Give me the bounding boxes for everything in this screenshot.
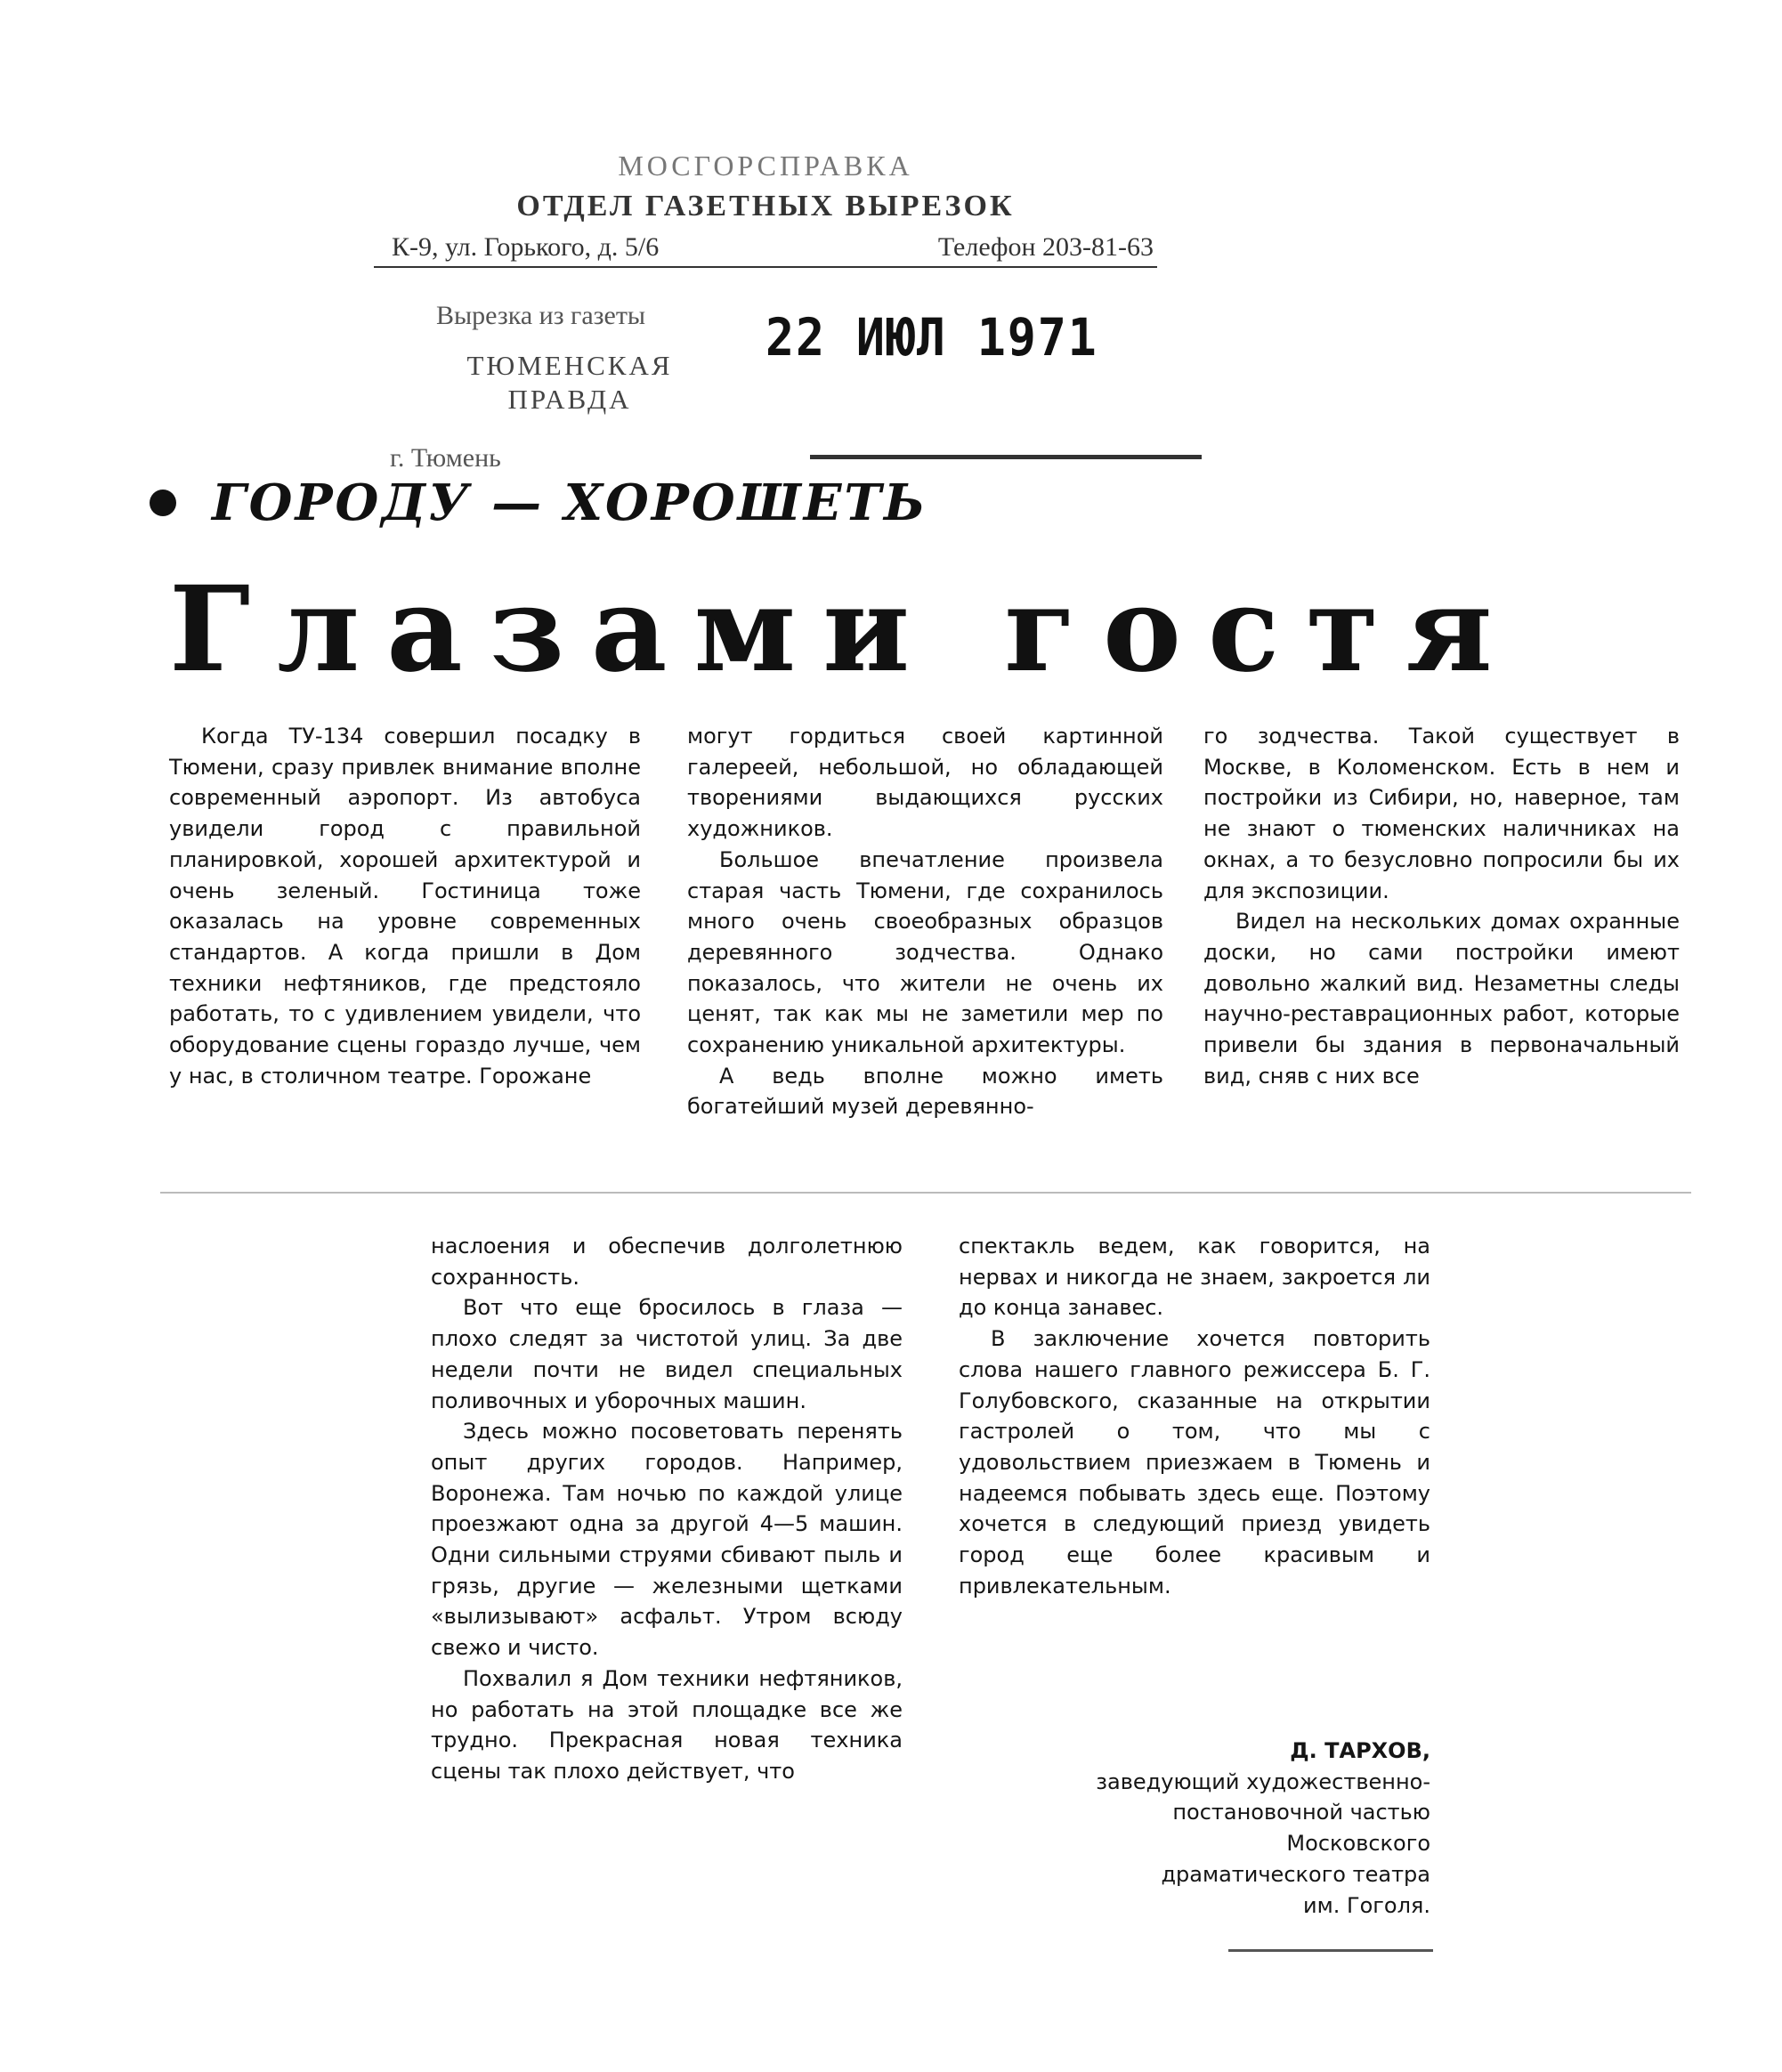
source-label: Вырезка из газеты — [436, 301, 646, 330]
date-stamp: 22 ИЮЛ 1971 — [765, 307, 1098, 368]
paragraph: В заключение хочется повторить слова нашего главного режиссера Б. Г. Голубовского, сказанные на открытии гастролей о том, что мы с удовольствием приезжаем в Тюмень и надеемся побывать здесь еще. Поэтому хочется в следующий приезд увидеть город еще более красивым и привлекательным. — [959, 1326, 1430, 1599]
author-title-line: Московского — [1286, 1831, 1430, 1857]
paragraph: спектакль ведем, как говорится, на нервах и никогда не знаем, закроется ли до конца занавес. — [959, 1234, 1430, 1321]
stamp-contacts — [374, 232, 1157, 268]
divider-rule — [810, 455, 1202, 459]
paragraph: го зодчества. Такой существует в Москве, в Коломенском. Есть в нем и постройки из Сибири, но, наверное, там не знают о тюменских наличниках на окнах, а то безусловно попросили бы их для экспозиции. — [1203, 724, 1680, 903]
author-title-line: заведующий художественно- — [1096, 1768, 1430, 1794]
stamp-org: МОСГОРСПРАВКА — [618, 150, 913, 182]
rubric-title: ГОРОДУ — ХОРОШЕТЬ — [212, 473, 928, 532]
article-column-5 — [959, 1231, 1430, 1601]
divider-rule — [1228, 1949, 1433, 1952]
article-column-2 — [687, 721, 1163, 1122]
author-title-line: драматического театра — [1161, 1861, 1430, 1887]
article-column-1 — [169, 721, 641, 1091]
source-city: г. Тюмень — [390, 443, 501, 473]
paragraph: Когда ТУ-134 совершил посадку в Тюмени, сразу привлек внимание вполне современный аэропорт. Из автобуса увидели город с правильной планировкой, хорошей архитектурой и очень зеленый. Гостиница тоже оказалась на уровне современных стандартов. А когда пришли в Дом техники нефтяников, где предстояло работать, то с удивлением увидели, что оборудование сцены гораздо лучше, чем у нас, в столичном театре. Горожане — [169, 724, 641, 1089]
author-signature — [959, 1736, 1430, 1921]
author-title-line: постановочной частью — [1172, 1800, 1430, 1825]
author-title-line: им. Гоголя. — [1303, 1892, 1430, 1918]
bullet-icon — [150, 490, 176, 516]
author-name: Д. ТАРХОВ, — [1290, 1738, 1430, 1763]
paragraph: Похвалил я Дом техники нефтяников, но работать на этой площадке все же трудно. Прекрасная новая техника сцены так плохо действует, что — [431, 1665, 903, 1784]
stamp-phone: Телефон 203-81-63 — [937, 232, 1154, 262]
stamp-address: К-9, ул. Горького, д. 5/6 — [392, 232, 660, 262]
stamp-department: ОТДЕЛ ГАЗЕТНЫХ ВЫРЕЗОК — [516, 190, 1015, 223]
paragraph: Видел на нескольких домах охранные доски, но сами постройки имеют довольно жалкий вид. Незаметны следы научно-реставрационных работ, которые привели бы здания в первоначальный вид, сняв с них все — [1203, 909, 1680, 1089]
rubric — [150, 473, 927, 532]
paragraph: А ведь вполне можно иметь богатейший музей деревянно- — [687, 1063, 1163, 1120]
article-column-3 — [1203, 721, 1680, 1091]
paragraph: Вот что еще бросилось в глаза — плохо следят за чистотой улиц. За две недели почти не видел специальных поливочных и уборочных машин. — [431, 1295, 903, 1413]
clipping-cut-line — [160, 1192, 1691, 1194]
newspaper-name: ТЮМЕНСКАЯ ПРАВДА — [466, 350, 673, 415]
article-headline: Глазами гостя — [169, 561, 1519, 699]
paragraph: могут гордиться своей картинной галереей, небольшой, но обладающей творениями выдающихся русских художников. — [687, 724, 1163, 842]
paragraph: наслоения и обеспечив долголетнюю сохранность. — [431, 1234, 903, 1290]
paragraph: Здесь можно посоветовать перенять опыт других городов. Например, Воронежа. Там ночью по каждой улице проезжают одна за другой 4—5 машин. Одни сильными струями сбивают пыль и грязь, другие — железными щетками «вылизывают» асфальт. Утром всюду свежо и чисто. — [431, 1419, 903, 1661]
article-column-4 — [431, 1231, 903, 1787]
paragraph: Большое впечатление произвела старая часть Тюмени, где сохранилось много очень своеобразных образцов деревянного зодчества. Однако показалось, что жители не очень их ценят, так как мы не заметили мер по сохранению уникальной архитектуры. — [687, 846, 1163, 1058]
archive-stamp — [374, 150, 1157, 268]
